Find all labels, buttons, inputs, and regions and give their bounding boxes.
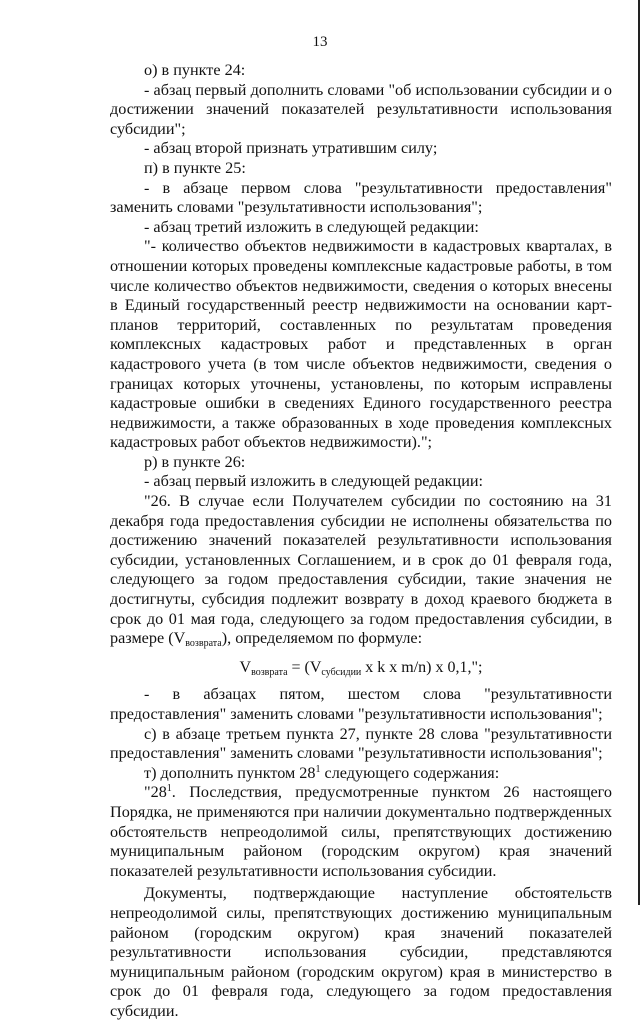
clause-t-text-end: следующего содержания:	[320, 763, 500, 782]
clause-r-new-text	[110, 492, 612, 649]
clause-28-1-text: . Последствия, предусмотренные пунктом 26 настоящего Порядка, не применяются при наличии документально подтвержденных обстоятельств непреодолимой силы, препятствующих достижению муниципальным районом (городским округом) края значений показателей результативности использования субсидии.	[110, 783, 612, 880]
clause-r-text: "26. В случае если Получателем субсидии по состоянию на 31 декабря года предоставления субсидии не исполнены обязательства по достижению значений показателей результативности использования субсидии, установленных Соглашением, и в срок до 01 февраля года, следующего за годом предоставления субсидии, такие значения не достигнуты, субсидия подлежит возврату в доход краевого бюджета в срок до 01 мая года, следующего за годом предоставления субсидии, в размере (V	[110, 492, 612, 648]
clause-t-text: т) дополнить пунктом 28	[144, 763, 316, 782]
formula-v: V	[239, 658, 252, 676]
clause-p-new-text: "- количество объектов недвижимости в кадастровых кварталах, в отношении которых проведены комплексные кадастровые работы, в том числе количество объектов недвижимости, сведения о которых внесены в Единый государственный реестр недвижимости на основании карт-планов территорий, составленных по результатам проведения комплексных кадастровых работ и представленных в орган кадастрового учета (в том числе объектов недвижимости, сведения о границах которых уточнены, установлены, по которым исправлены кадастровые ошибки в сведениях Единого государственного реестра недвижимости, а также образованных в ходе проведения комплексных кадастровых работ объектов недвижимости).";	[110, 237, 612, 452]
page-number: 13	[312, 34, 328, 50]
clause-o-item-2: - абзац второй признать утратившим силу;	[144, 139, 438, 158]
clause-p-item-2: - абзац третий изложить в следующей редакции:	[144, 217, 479, 236]
clause-t-sup: 1	[315, 763, 321, 775]
formula-sub-return: возврата	[251, 666, 288, 678]
clause-p-item-1: - в абзаце первом слова "результативности предоставления" заменить словами "результативности использования";	[110, 178, 612, 217]
clause-o-item-1: - абзац первый дополнить словами "об использовании субсидии и о достижении значений показателей результативности использования субсидии";	[110, 80, 612, 138]
clause-r-text-end: ), определяемом по формуле:	[221, 629, 423, 648]
clause-r-item-1: - абзац первый изложить в следующей редакции:	[144, 472, 484, 491]
clause-28-1-num: "28	[144, 783, 167, 802]
clause-r-heading: р) в пункте 26:	[144, 452, 246, 471]
formula	[110, 658, 612, 678]
formula-sub-subsidy: субсидии	[321, 666, 362, 678]
clause-s: с) в абзаце третьем пункта 27, пункте 28 слова "результативности предоставления" заменить словами "результативности использования";	[110, 724, 612, 763]
clause-o-heading: о) в пункте 24:	[144, 61, 246, 79]
clause-28-1-documents: Документы, подтверждающие наступление обстоятельств непреодолимой силы, препятствующих достижению муниципальным районом (городским округом) края значений показателей результативности использования субсидии, представляются муниципальным районом (городским округом) края в министерство в срок до 01 февраля года, следующего за годом предоставления субсидии.	[110, 884, 612, 1020]
clause-t	[110, 764, 612, 784]
formula-eq: = (V	[287, 658, 322, 676]
clause-r-item-2: - в абзацах пятом, шестом слова "результативности предоставления" заменить словами "результативности использования";	[110, 685, 612, 723]
formula-rest: x k x m/n) x 0,1,";	[361, 658, 483, 676]
document-body	[110, 61, 612, 1022]
clause-28-1	[110, 783, 612, 881]
clause-p-heading: п) в пункте 25:	[144, 158, 246, 177]
subscript-v-return: возврата	[185, 638, 222, 650]
clause-28-1-sup: 1	[166, 783, 172, 795]
